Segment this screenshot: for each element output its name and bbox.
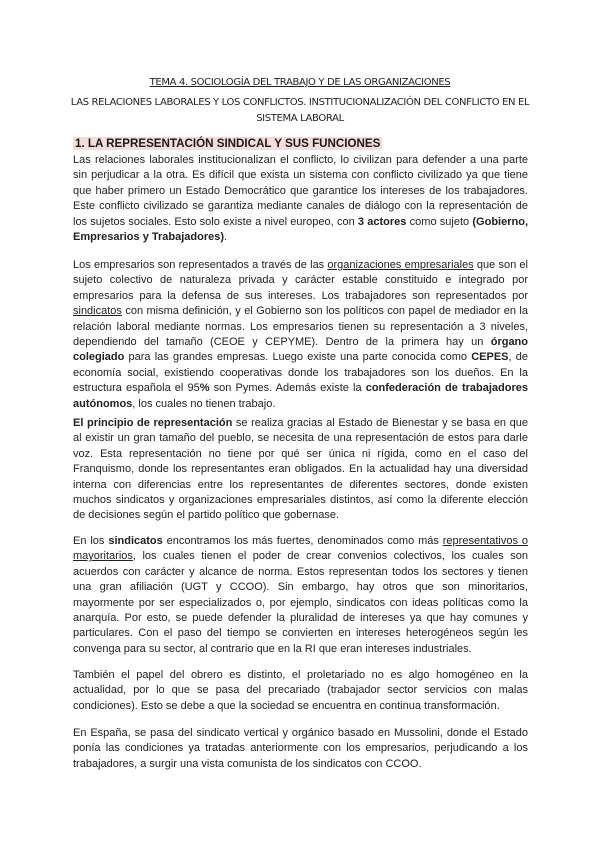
bold-text: órgano colegiado [73, 336, 528, 364]
text-run: son Pymes. Además existe la [209, 382, 366, 395]
bold-text: CEPES [471, 351, 509, 364]
bold-text: 3 actores [357, 215, 407, 228]
underlined-text: sindicatos [73, 305, 122, 318]
paragraph-papel-obrero [73, 668, 528, 714]
text-run: con misma definición, y el Gobierno son los políticos con papel de mediador en la relación laboral mediante normas. Los empresarios tienen su representación a 3 niveles, dependiendo del tamaño (CEOE y CEPYME). Dentro de la primera hay un [73, 305, 528, 349]
paragraph-espana [73, 726, 528, 772]
text-run: . [224, 231, 228, 244]
paragraph-sindicatos [73, 534, 528, 657]
bold-text: confederación de trabajadores autónomos [73, 382, 528, 410]
text-run: En los [73, 535, 109, 547]
paragraph-empresarios [73, 258, 528, 412]
section-heading: 1. LA REPRESENTACIÓN SINDICAL Y SUS FUNCIONES [75, 137, 381, 150]
text-run: , los cuales no tienen trabajo. [132, 397, 276, 410]
bold-text: El principio de representación [73, 417, 233, 429]
bold-text: (Gobierno, Empresarios y Trabajadores) [73, 215, 528, 244]
underlined-text: representativos o mayoritarios [73, 535, 528, 563]
text-run: como sujeto [406, 215, 473, 228]
text-run: Las relaciones laborales institucionalizan el conflicto, lo civilizan para defender a una parte sin perjudicar a la otra. Es difícil que exista un sistema con conflicto civilizado ya que tiene que haber primero un Estado Democrático que garantice los intereses de los trabajadores. Este conflicto civilizado se garantiza mediante canales de diálogo con la representación de los sujetos sociales. Esto solo existe a nivel europeo, con [73, 154, 528, 228]
bold-text: sindicatos [108, 535, 163, 547]
text-run: También el papel del obrero es distinto, el proletariado no es algo homogéneo en la actualidad, por lo que se pasa del precariado (trabajador sector servicios con malas condiciones). Esto se debe a que la sociedad se encuentra en continua transformación. [73, 669, 528, 712]
text-run: En España, se pasa del sindicato vertical y orgánico basado en Mussolini, donde el Estado ponía las condiciones ya tratadas anteriormente con los empresarios, perjudicando a los trabajadores, a surgir una vista comunista de los sindicatos con CCOO. [73, 727, 528, 770]
text-run: , de economía social, existiendo cooperativas donde los trabajadores son los dueños. En la estructura española el 95 [73, 351, 528, 395]
topic-subtitle: LAS RELACIONES LABORALES Y LOS CONFLICTOS. INSTITUCIONALIZACIÓN DEL CONFLICTO EN EL SISTEMA LABORAL [70, 97, 530, 124]
paragraph-relaciones-laborales [73, 153, 528, 245]
text-run: que son el sujeto colectivo de naturaleza privada y carácter estable constituido e integrado por empresarios para la defensa de sus intereses. Los trabajadores son representados por [73, 259, 528, 302]
text-run: Los empresarios son representados a través de las [73, 259, 328, 271]
text-run: para las grandes empresas. Luego existe una parte conocida como [124, 351, 472, 364]
bold-text: % [199, 382, 210, 395]
text-run: encontramos los más fuertes, denominados como más [162, 535, 443, 547]
topic-title: TEMA 4. SOCIOLOGÍA DEL TRABAJO Y DE LAS ORGANIZACIONES [149, 77, 451, 88]
underlined-text: organizaciones empresariales [327, 259, 474, 271]
text-run: , los cuales tienen el poder de crear convenios colectivos, los cuales son acuerdos con carácter y alcance de norma. Estos representan todos los sectores y tienen una gran afiliación (UGT y CCOO). Sin embargo, hay otros que son minoritarios, mayormente por ser especializados o, por ejemplo, sindicatos con ideas políticas como la anarquía. Por esto, se puede defender la pluralidad de intereses ya que hay comunes y particulares. Con el paso del tiempo se convierten en intereses heterogéneos según les convenga para su sector, al contrario que en la RI que eran intereses industriales. [73, 550, 528, 655]
paragraph-principio-representacion [73, 416, 528, 524]
text-run: se realiza gracias al Estado de Bienestar y se basa en que al existir un gran tamaño del pueblo, se necesita de una representación de estos para darle voz. Esta representación no tiene por qué ser única ni rígida, como en el caso del Franquismo, donde los representantes eran obligados. En la actualidad hay una diversidad interna con diferencias entre los representantes de diferentes sectores, donde existen muchos sindicatos y organizaciones empresariales distintos, así como la diferente elección de decisiones según el partido político que gobernase. [73, 417, 528, 522]
